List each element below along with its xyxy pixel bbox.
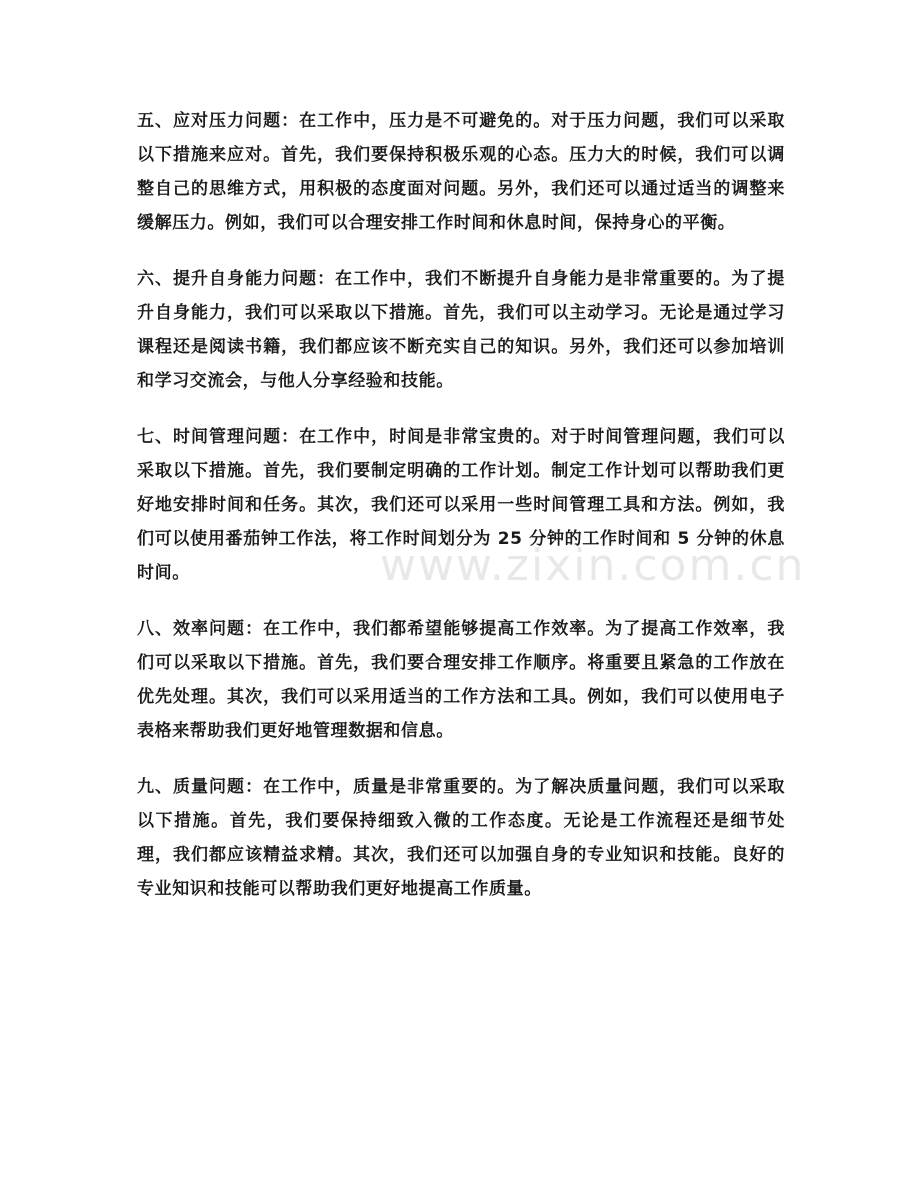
paragraph-time-management: 七、时间管理问题：在工作中，时间是非常宝贵的。对于时间管理问题，我们可以采取以下措施。首先，我们要制定明确的工作计划。制定工作计划可以帮助我们更好地安排时间和任务。其次，我们还可以采用一些时间管理工具和方法。例如，我们可以使用番茄钟工作法，将工作时间划分为 25 分钟的工作时间和 5 分钟的休息时间。 <box>137 427 785 583</box>
paragraph-efficiency: 八、效率问题：在工作中，我们都希望能够提高工作效率。为了提高工作效率，我们可以采取以下措施。首先，我们要合理安排工作顺序。将重要且紧急的工作放在优先处理。其次，我们可以采用适当的工作方法和工具。例如，我们可以使用电子表格来帮助我们更好地管理数据和信息。 <box>137 619 785 741</box>
paragraph-stress: 五、应对压力问题：在工作中，压力是不可避免的。对于压力问题，我们可以采取以下措施来应对。首先，我们要保持积极乐观的心态。压力大的时候，我们可以调整自己的思维方式，用积极的态度面对问题。另外，我们还可以通过适当的调整来缓解压力。例如，我们可以合理安排工作时间和休息时间，保持身心的平衡。 <box>137 111 785 233</box>
document-body <box>137 104 785 928</box>
paragraph-quality: 九、质量问题：在工作中，质量是非常重要的。为了解决质量问题，我们可以采取以下措施。首先，我们要保持细致入微的工作态度。无论是工作流程还是细节处理，我们都应该精益求精。其次，我们还可以加强自身的专业知识和技能。良好的专业知识和技能可以帮助我们更好地提高工作质量。 <box>137 777 785 899</box>
watermark-text: www.zixin.com.cn <box>380 540 806 591</box>
paragraph-self-improvement: 六、提升自身能力问题：在工作中，我们不断提升自身能力是非常重要的。为了提升自身能力，我们可以采取以下措施。首先，我们可以主动学习。无论是通过学习课程还是阅读书籍，我们都应该不断充实自己的知识。另外，我们还可以参加培训和学习交流会，与他人分享经验和技能。 <box>137 269 785 391</box>
